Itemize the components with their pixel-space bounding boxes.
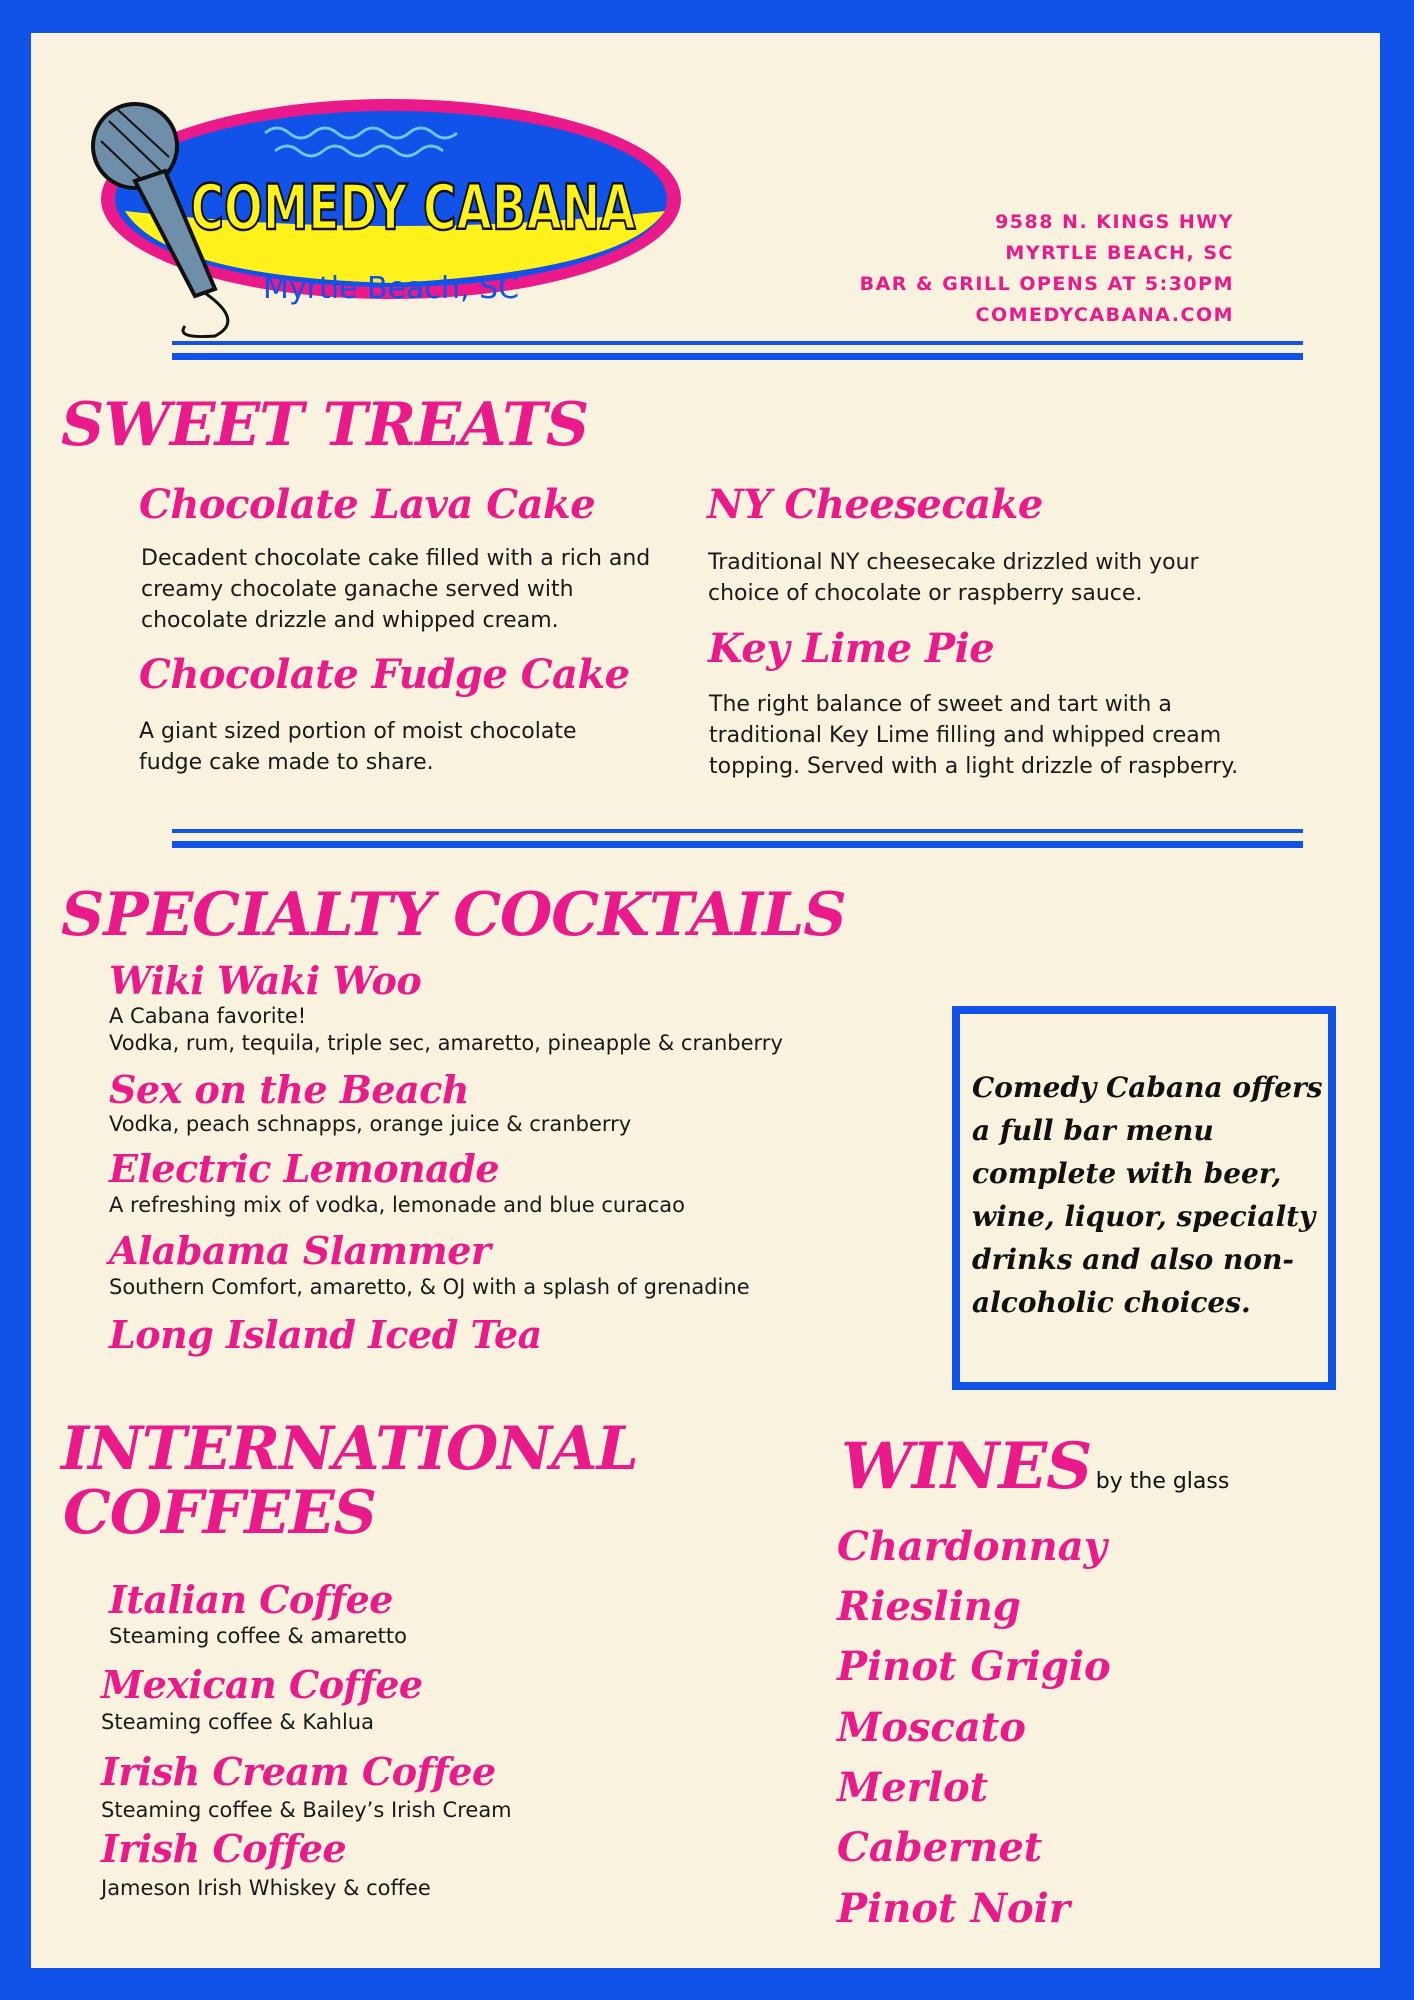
- wines-heading-row: [841, 1429, 1230, 1504]
- coffee-desc: Steaming coffee & amaretto: [109, 1624, 407, 1648]
- section-heading-wines: WINES: [841, 1429, 1092, 1504]
- coffee-name: Italian Coffee: [109, 1577, 393, 1622]
- dessert-name: Key Lime Pie: [708, 625, 995, 672]
- coffee-name: Mexican Coffee: [101, 1662, 423, 1707]
- divider-top: [172, 341, 1303, 360]
- logo-location: Myrtle Beach, SC: [262, 271, 520, 306]
- website-link[interactable]: COMEDYCABANA.COM: [975, 304, 1234, 326]
- wines-subheading: by the glass: [1095, 1469, 1230, 1494]
- menu-page: [31, 33, 1380, 1968]
- wine-item: Pinot Grigio: [837, 1643, 1111, 1690]
- cocktail-name: Wiki Waki Woo: [109, 958, 422, 1003]
- wine-item: Moscato: [837, 1704, 1026, 1751]
- coffee-desc: Steaming coffee & Kahlua: [101, 1710, 374, 1734]
- coffee-desc: Jameson Irish Whiskey & coffee: [101, 1876, 431, 1900]
- wine-item: Chardonnay: [837, 1523, 1107, 1570]
- cocktail-name: Sex on the Beach: [109, 1067, 469, 1112]
- cocktail-name: Long Island Iced Tea: [109, 1312, 542, 1357]
- hours: BAR & GRILL OPENS AT 5:30PM: [859, 273, 1234, 295]
- divider-middle: [172, 829, 1303, 848]
- cocktail-desc: Southern Comfort, amaretto, & OJ with a splash of grenadine: [109, 1275, 750, 1299]
- dessert-name: Chocolate Lava Cake: [139, 481, 596, 528]
- dessert-desc: A giant sized portion of moist chocolate fudge cake made to share.: [139, 719, 577, 775]
- comedy-cabana-logo: [65, 71, 685, 341]
- wine-item: Cabernet: [837, 1824, 1043, 1871]
- cocktail-desc: Vodka, peach schnapps, orange juice & cranberry: [109, 1112, 632, 1136]
- wine-item: Riesling: [837, 1583, 1021, 1630]
- section-heading-coffees-line2: COFFEES: [63, 1478, 377, 1548]
- dessert-desc: Traditional NY cheesecake drizzled with your choice of chocolate or raspberry sauce.: [708, 550, 1199, 606]
- coffee-name: Irish Cream Coffee: [101, 1749, 496, 1794]
- dessert-desc: Decadent chocolate cake filled with a rich and creamy chocolate ganache served with chocolate drizzle and whipped cream.: [141, 546, 651, 633]
- section-heading-coffees-line1: INTERNATIONAL: [61, 1414, 638, 1484]
- street: 9588 N. KINGS HWY: [995, 211, 1234, 233]
- wine-item: Merlot: [837, 1764, 989, 1811]
- dessert-desc: The right balance of sweet and tart with a traditional Key Lime filling and whipped cream topping. Served with a light drizzle of raspberry.: [709, 692, 1239, 779]
- cocktail-desc: A refreshing mix of vodka, lemonade and blue curacao: [109, 1193, 685, 1217]
- cocktail-note: A Cabana favorite!: [109, 1004, 307, 1028]
- coffee-name: Irish Coffee: [101, 1826, 347, 1871]
- callout-text: Comedy Cabana offers a full bar menu complete with beer, wine, liquor, specialty drinks and also non-alcoholic choices.: [972, 1071, 1323, 1319]
- address-block: [860, 207, 1234, 331]
- coffee-desc: Steaming coffee & Bailey’s Irish Cream: [101, 1798, 512, 1822]
- cocktail-name: Alabama Slammer: [109, 1228, 491, 1273]
- section-heading-cocktails: SPECIALTY COCKTAILS: [61, 880, 846, 950]
- cocktail-desc: Vodka, rum, tequila, triple sec, amaretto, pineapple & cranberry: [109, 1031, 783, 1055]
- city: MYRTLE BEACH, SC: [1005, 242, 1234, 264]
- cocktail-name: Electric Lemonade: [109, 1146, 500, 1191]
- logo-text: COMEDY CABANA: [190, 171, 636, 244]
- dessert-name: Chocolate Fudge Cake: [139, 651, 630, 698]
- full-bar-callout: [952, 1006, 1336, 1390]
- wine-item: Pinot Noir: [837, 1885, 1070, 1932]
- dessert-name: NY Cheesecake: [707, 481, 1043, 528]
- section-heading-sweet-treats: SWEET TREATS: [61, 390, 589, 460]
